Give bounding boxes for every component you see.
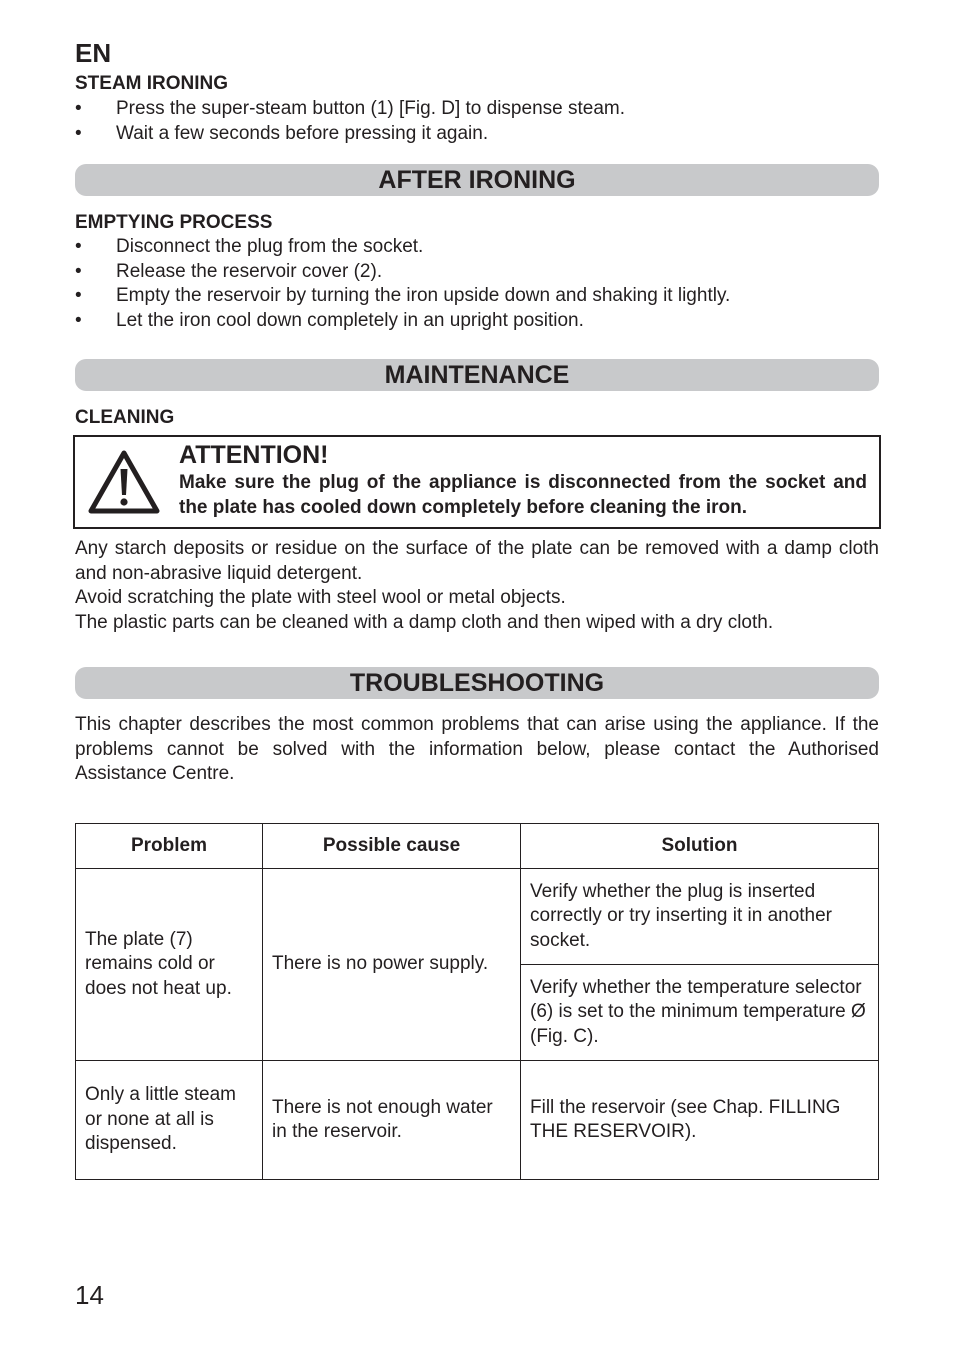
section-banner-troubleshooting: TROUBLESHOOTING xyxy=(75,667,879,699)
column-header-possible-cause: Possible cause xyxy=(263,824,521,869)
table-header-row xyxy=(76,824,879,869)
table-row xyxy=(76,869,879,965)
troubleshooting-table xyxy=(75,823,879,1180)
list-item: • Release the reservoir cover (2). xyxy=(75,260,879,285)
emptying-process-list xyxy=(75,235,879,333)
section-banner-maintenance: MAINTENANCE xyxy=(75,359,879,391)
language-code: EN xyxy=(75,38,112,68)
list-item: • Disconnect the plug from the socket. xyxy=(75,235,879,260)
list-item: • Press the super-steam button (1) [Fig. D] to dispense steam. xyxy=(75,97,879,122)
solution-cell: Verify whether the temperature selector (6) is set to the minimum temperature Ø (Fig. C). xyxy=(521,965,879,1061)
problem-cell: The plate (7) remains cold or does not heat up. xyxy=(76,869,263,1061)
column-header-problem: Problem xyxy=(76,824,263,869)
column-header-solution: Solution xyxy=(521,824,879,869)
section-banner-after-ironing: AFTER IRONING xyxy=(75,164,879,196)
attention-title: ATTENTION! xyxy=(179,441,329,469)
cause-cell: There is not enough water in the reservoir. xyxy=(263,1061,521,1180)
attention-box xyxy=(73,435,881,529)
table-row xyxy=(76,1061,879,1180)
warning-triangle-icon xyxy=(87,449,161,515)
list-item: • Let the iron cool down completely in an upright position. xyxy=(75,309,879,334)
list-item: • Empty the reservoir by turning the iron upside down and shaking it lightly. xyxy=(75,284,879,309)
cleaning-paragraph: Any starch deposits or residue on the surface of the plate can be removed with a damp cloth and non-abrasive liquid detergent. xyxy=(75,538,879,584)
attention-text: Make sure the plug of the appliance is disconnected from the socket and the plate has cooled down completely before cleaning the iron. xyxy=(179,472,867,518)
solution-cell: Fill the reservoir (see Chap. FILLING THE RESERVOIR). xyxy=(521,1061,879,1180)
problem-cell: Only a little steam or none at all is dispensed. xyxy=(76,1061,263,1180)
cleaning-paragraph: The plastic parts can be cleaned with a damp cloth and then wiped with a dry cloth. xyxy=(75,612,774,633)
emptying-process-heading: EMPTYING PROCESS xyxy=(75,212,273,233)
page-number: 14 xyxy=(75,1280,104,1310)
cause-cell: There is no power supply. xyxy=(263,869,521,1061)
solution-cell: Verify whether the plug is inserted correctly or try inserting it in another socket. xyxy=(521,869,879,965)
steam-ironing-heading: STEAM IRONING xyxy=(75,73,229,94)
steam-ironing-list xyxy=(75,97,879,146)
cleaning-heading: CLEANING xyxy=(75,407,175,428)
cleaning-paragraph: Avoid scratching the plate with steel wool or metal objects. xyxy=(75,587,566,608)
list-item: • Wait a few seconds before pressing it again. xyxy=(75,122,879,147)
troubleshooting-intro: This chapter describes the most common problems that can arise using the appliance. If the problems cannot be solved with the information below, please contact the Authorised Assistance Centre. xyxy=(75,714,879,784)
